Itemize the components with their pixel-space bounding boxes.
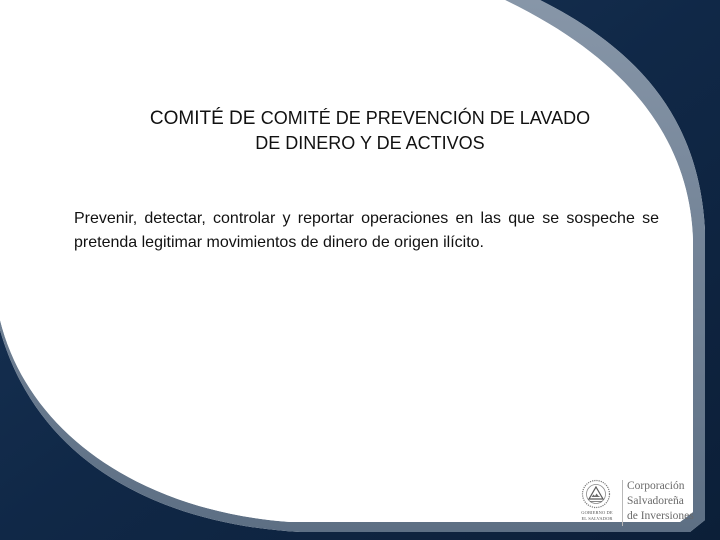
- govt-caption-line-2: EL SALVADOR: [581, 515, 613, 521]
- el-salvador-seal-icon: [581, 479, 611, 509]
- slide-title: [100, 106, 640, 155]
- title-line-2: DE DINERO Y DE ACTIVOS: [255, 133, 485, 153]
- slide-body-text: Prevenir, detectar, controlar y reportar operaciones en las que se sospeche se pretenda legitimar movimientos de dinero de origen ilícito.: [74, 210, 659, 251]
- title-lead: COMITÉ DE: [149, 108, 261, 129]
- footer-logo: [574, 474, 714, 532]
- corp-name-line-1: Corporación: [627, 480, 685, 492]
- government-caption: [574, 510, 620, 521]
- corp-name-line-2: Salvadoreña: [627, 495, 684, 507]
- corporation-name: [627, 479, 694, 524]
- logo-divider: [622, 480, 623, 526]
- title-main: COMITÉ DE PREVENCIÓN DE LAVADO: [260, 108, 591, 128]
- corp-name-line-3: de Inversiones: [627, 510, 694, 522]
- govt-caption-line-1: GOBIERNO DE: [581, 510, 613, 515]
